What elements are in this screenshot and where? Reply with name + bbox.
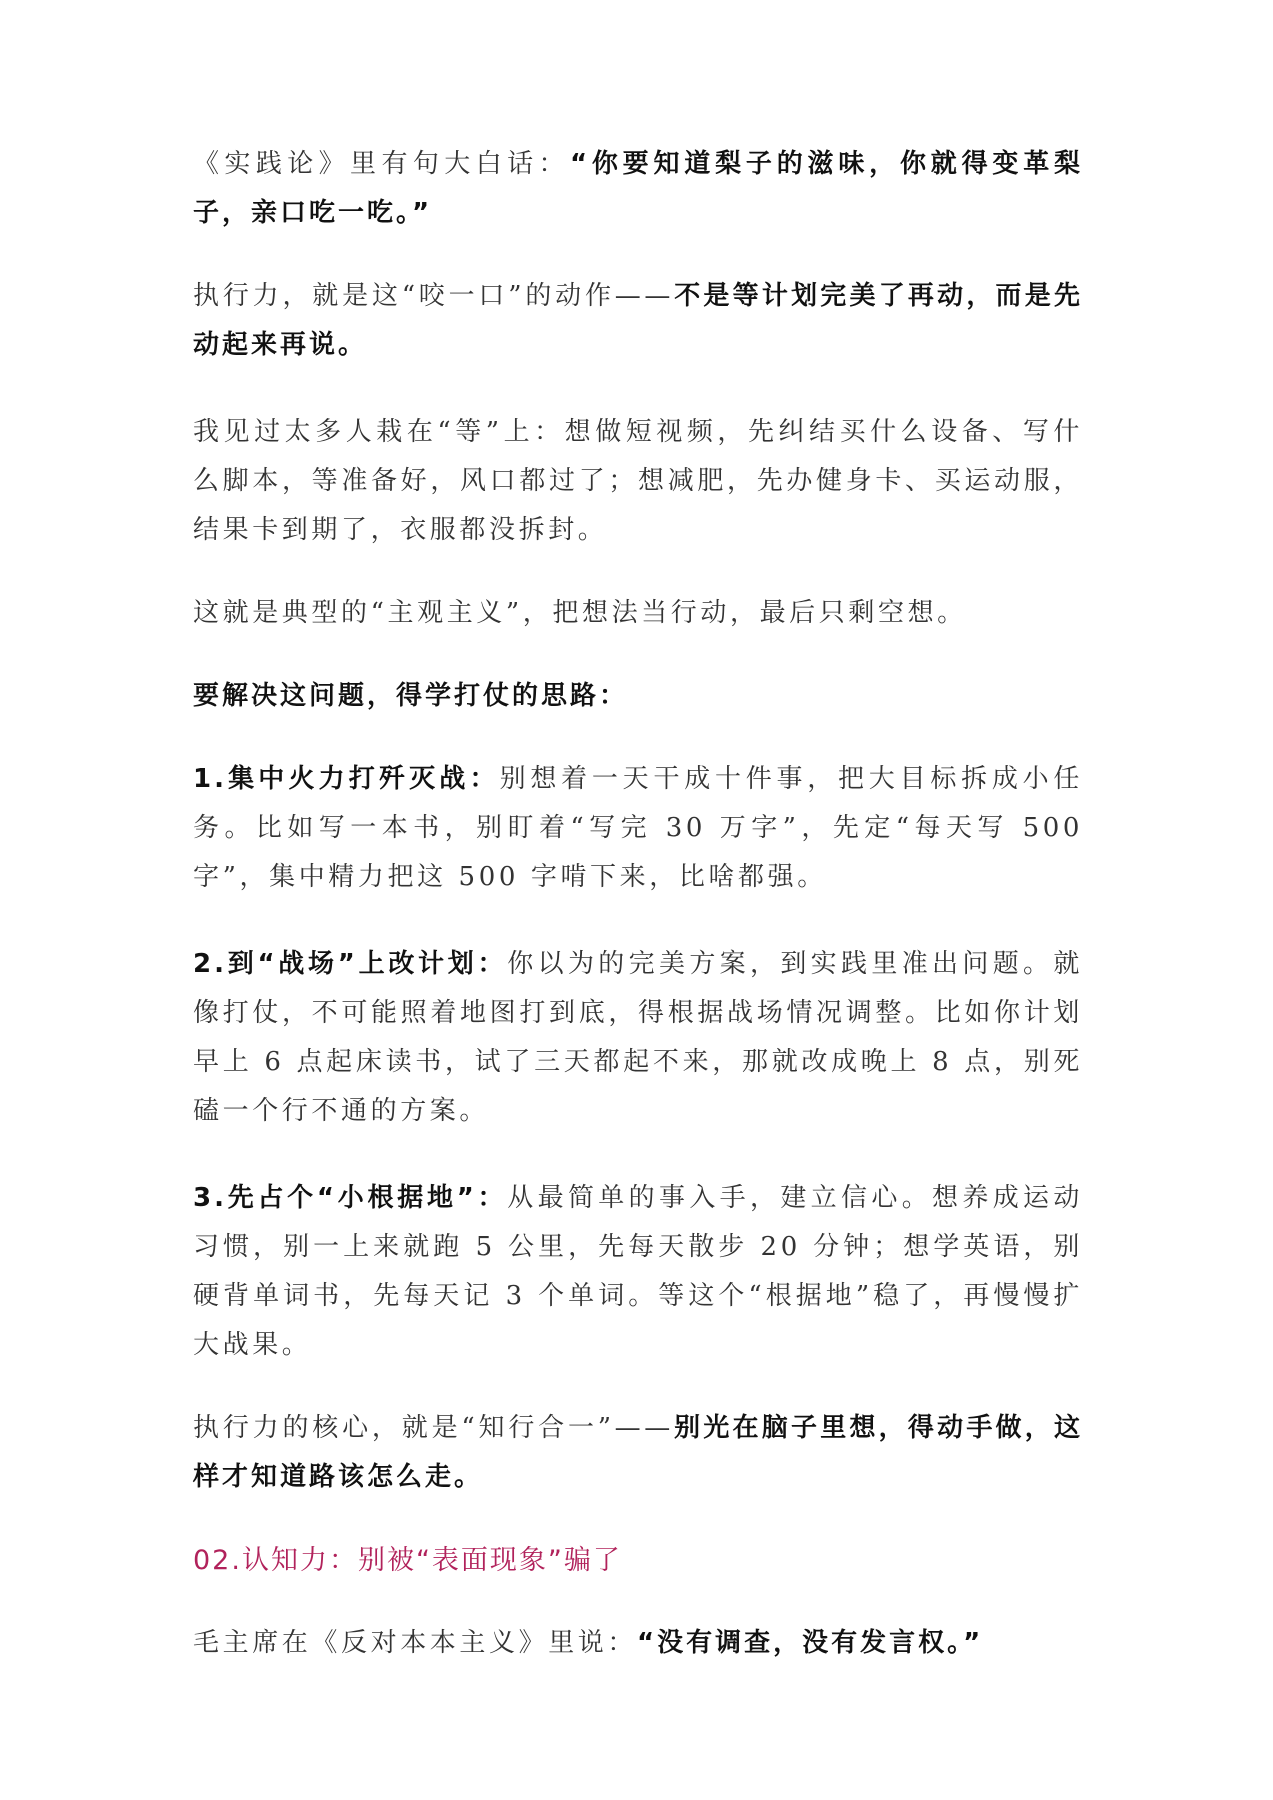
paragraph-subjectivism (193, 589, 1083, 638)
paragraph-text: 我见过太多人栽在“等”上：想做短视频，先纠结买什么设备、写什么脚本，等准备好，风口都过了；想减肥，先办健身卡、买运动服，结果卡到期了，衣服都没拆封。 (193, 417, 1083, 545)
paragraph-solution-intro (193, 672, 1083, 721)
bold-emphasis: 不是等计划完美了再动，而是先动起来再说。 (193, 281, 1083, 360)
list-item-1 (193, 755, 1083, 902)
paragraph-text: 《实践论》里有句大白话： (193, 149, 570, 179)
paragraph-core (193, 1404, 1083, 1502)
article-body (193, 140, 1083, 1668)
list-item-text: 你以为的完美方案，到实践里准出问题。就像打仗，不可能照着地图打到底，得根据战场情况调整。比如你计划早上 6 点起床读书，试了三天都起不来，那就改成晚上 8 点，别死磕一个行不通的方案。 (193, 949, 1083, 1126)
list-item-title: 1.集中火力打歼灭战： (193, 764, 500, 794)
list-item-3 (193, 1174, 1083, 1370)
paragraph-execution (193, 272, 1083, 370)
paragraph-text: 执行力的核心，就是“知行合一”—— (193, 1413, 674, 1443)
list-item-text: 别想着一天干成十件事，把大目标拆成小任务。比如写一本书，别盯着“写完 30 万字”，先定“每天写 500 字”，集中精力把这 500 字啃下来，比啥都强。 (193, 764, 1083, 892)
section-heading: 02.认知力：别被“表面现象”骗了 (193, 1545, 622, 1576)
bold-quote: “你要知道梨子的滋味，你就得变革梨子，亲口吃一吃。” (193, 149, 1083, 228)
bold-emphasis: 别光在脑子里想，得动手做，这样才知道路该怎么走。 (193, 1413, 1083, 1492)
list-item-text: 从最简单的事入手，建立信心。想养成运动习惯，别一上来就跑 5 公里，先每天散步 20 分钟；想学英语，别硬背单词书，先每天记 3 个单词。等这个“根据地”稳了，再慢慢扩大战果。 (193, 1183, 1083, 1360)
bold-emphasis: 要解决这问题，得学打仗的思路： (193, 681, 629, 711)
list-item-2 (193, 940, 1083, 1136)
paragraph-text: 毛主席在《反对本本主义》里说： (193, 1628, 638, 1658)
paragraph-investigation-quote (193, 1619, 1083, 1668)
paragraph-waiting-examples (193, 408, 1083, 555)
list-item-title: 2.到“战场”上改计划： (193, 949, 508, 979)
paragraph-practice-quote (193, 140, 1083, 238)
bold-quote: “没有调查，没有发言权。” (637, 1628, 984, 1658)
paragraph-text: 这就是典型的“主观主义”，把想法当行动，最后只剩空想。 (193, 598, 967, 628)
list-item-title: 3.先占个“小根据地”： (193, 1183, 508, 1213)
paragraph-text: 执行力，就是这“咬一口”的动作—— (193, 281, 674, 311)
